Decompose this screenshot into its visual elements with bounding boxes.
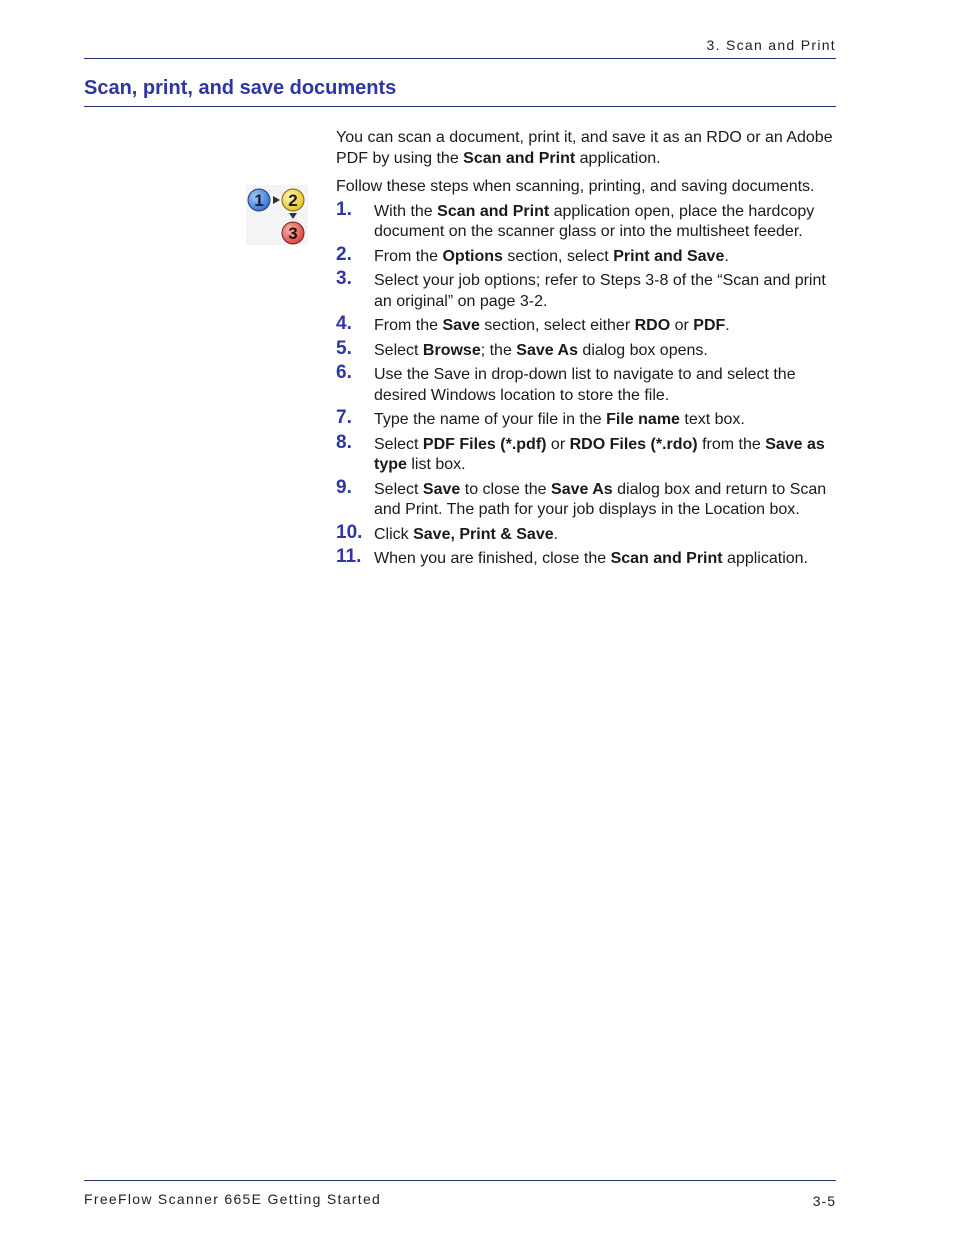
step-item xyxy=(336,268,841,312)
step-number: 11. xyxy=(336,546,362,567)
step-emphasis: Scan and Print xyxy=(437,202,550,220)
step-text xyxy=(374,247,841,268)
step-one-label: 1 xyxy=(254,191,264,210)
step-text xyxy=(374,480,841,521)
page-number: 3-5 xyxy=(812,1193,836,1209)
step-text-run: dialog box opens. xyxy=(577,341,708,359)
steps-list xyxy=(336,198,841,570)
step-number: 9. xyxy=(336,476,352,498)
step-text-run: Use the Save in drop-down list to navigate to and select the desired Windows location to store the file. xyxy=(374,366,796,404)
step-text-run: list box. xyxy=(406,456,466,473)
step-text xyxy=(374,365,841,406)
step-number: 8. xyxy=(336,431,352,453)
step-text-run: Select your job options; refer to Steps 3-8 of the “Scan and print an original” on page 3-2. xyxy=(374,272,826,310)
step-text-run: dialog box and return to Scan and Print. The path for your job displays in the Location box. xyxy=(374,480,827,518)
step-emphasis: Save xyxy=(422,480,461,498)
intro-app-name: Scan and Print xyxy=(463,149,576,167)
step-emphasis: Save As xyxy=(516,341,578,359)
steps-icon xyxy=(246,185,308,245)
step-item xyxy=(336,476,841,521)
step-text-run: Select xyxy=(374,435,423,453)
step-emphasis: RDO xyxy=(634,317,671,334)
step-text-run: From the xyxy=(374,247,443,265)
step-item xyxy=(336,313,841,337)
step-item xyxy=(336,362,841,406)
step-number: 5. xyxy=(336,337,352,359)
step-text-run: . xyxy=(553,525,559,543)
section-title: Scan, print, and save documents xyxy=(84,77,397,99)
section-content xyxy=(336,128,841,574)
step-emphasis: Scan and Print xyxy=(610,550,723,567)
step-text xyxy=(374,341,841,362)
step-emphasis: PDF Files (*.pdf) xyxy=(422,435,547,453)
step-text xyxy=(374,435,841,476)
step-item xyxy=(336,431,841,476)
step-two-label: 2 xyxy=(288,191,298,210)
lead-paragraph: Follow these steps when scanning, printing, and saving documents. xyxy=(336,178,815,195)
running-header: 3. Scan and Print xyxy=(706,37,836,53)
step-text-run: ; the xyxy=(480,341,517,359)
step-number: 3. xyxy=(336,268,352,289)
step-text-run: Select xyxy=(374,341,423,359)
step-text-run: or xyxy=(546,435,570,453)
step-text-run: application. xyxy=(722,550,808,567)
step-number: 6. xyxy=(336,362,352,383)
step-text-run: Select xyxy=(374,480,423,498)
step-emphasis: Browse xyxy=(422,341,481,359)
step-item xyxy=(336,198,841,243)
step-text xyxy=(374,525,841,546)
intro-text: You can scan a document, print it, and save it as an RDO or an Adobe PDF by using the xyxy=(336,129,833,167)
step-emphasis: Save As xyxy=(551,480,613,498)
step-number: 10. xyxy=(336,521,363,543)
step-text-run: Type the name of your file in the xyxy=(374,411,607,428)
step-number: 7. xyxy=(336,407,352,428)
step-text-run: When you are finished, close the xyxy=(374,550,611,567)
step-text-run: text box. xyxy=(679,411,745,428)
step-three-label: 3 xyxy=(288,224,298,243)
intro-paragraph xyxy=(336,128,841,169)
step-text-run: section, select xyxy=(502,247,614,265)
step-text xyxy=(374,316,841,337)
step-number: 4. xyxy=(336,313,352,334)
footer-title: FreeFlow Scanner 665E Getting Started xyxy=(84,1191,382,1207)
step-text-run: Click xyxy=(374,525,414,543)
step-text-run: or xyxy=(670,317,694,334)
step-emphasis: RDO Files (*.rdo) xyxy=(569,435,698,453)
step-text-run: section, select either xyxy=(479,317,635,334)
title-rule xyxy=(84,106,836,107)
step-number: 1. xyxy=(336,198,352,220)
step-text-run: From the xyxy=(374,317,443,334)
step-emphasis: Save as type xyxy=(374,435,825,473)
step-emphasis: File name xyxy=(606,411,680,428)
step-emphasis: Options xyxy=(442,247,503,265)
step-item xyxy=(336,337,841,362)
step-text-run: . xyxy=(725,317,730,334)
step-number: 2. xyxy=(336,243,352,265)
step-emphasis: Save, Print & Save xyxy=(413,525,554,543)
step-item xyxy=(336,546,841,570)
step-text xyxy=(374,549,841,570)
step-item xyxy=(336,521,841,546)
step-item xyxy=(336,243,841,268)
intro-text-end: application. xyxy=(575,149,661,167)
step-emphasis: PDF xyxy=(693,317,726,334)
step-text-run: With the xyxy=(374,202,438,220)
footer-rule xyxy=(84,1180,836,1181)
step-item xyxy=(336,407,841,431)
step-text xyxy=(374,202,841,243)
step-text-run: . xyxy=(724,247,729,265)
step-text-run: application open, place the hardcopy document on the scanner glass or into the multisheet feeder. xyxy=(374,202,815,240)
step-text xyxy=(374,271,841,312)
header-rule xyxy=(84,58,836,59)
step-text xyxy=(374,410,841,431)
step-emphasis: Print and Save xyxy=(613,247,725,265)
step-text-run: to close the xyxy=(460,480,552,498)
step-emphasis: Save xyxy=(442,317,480,334)
step-text-run: from the xyxy=(697,435,766,453)
